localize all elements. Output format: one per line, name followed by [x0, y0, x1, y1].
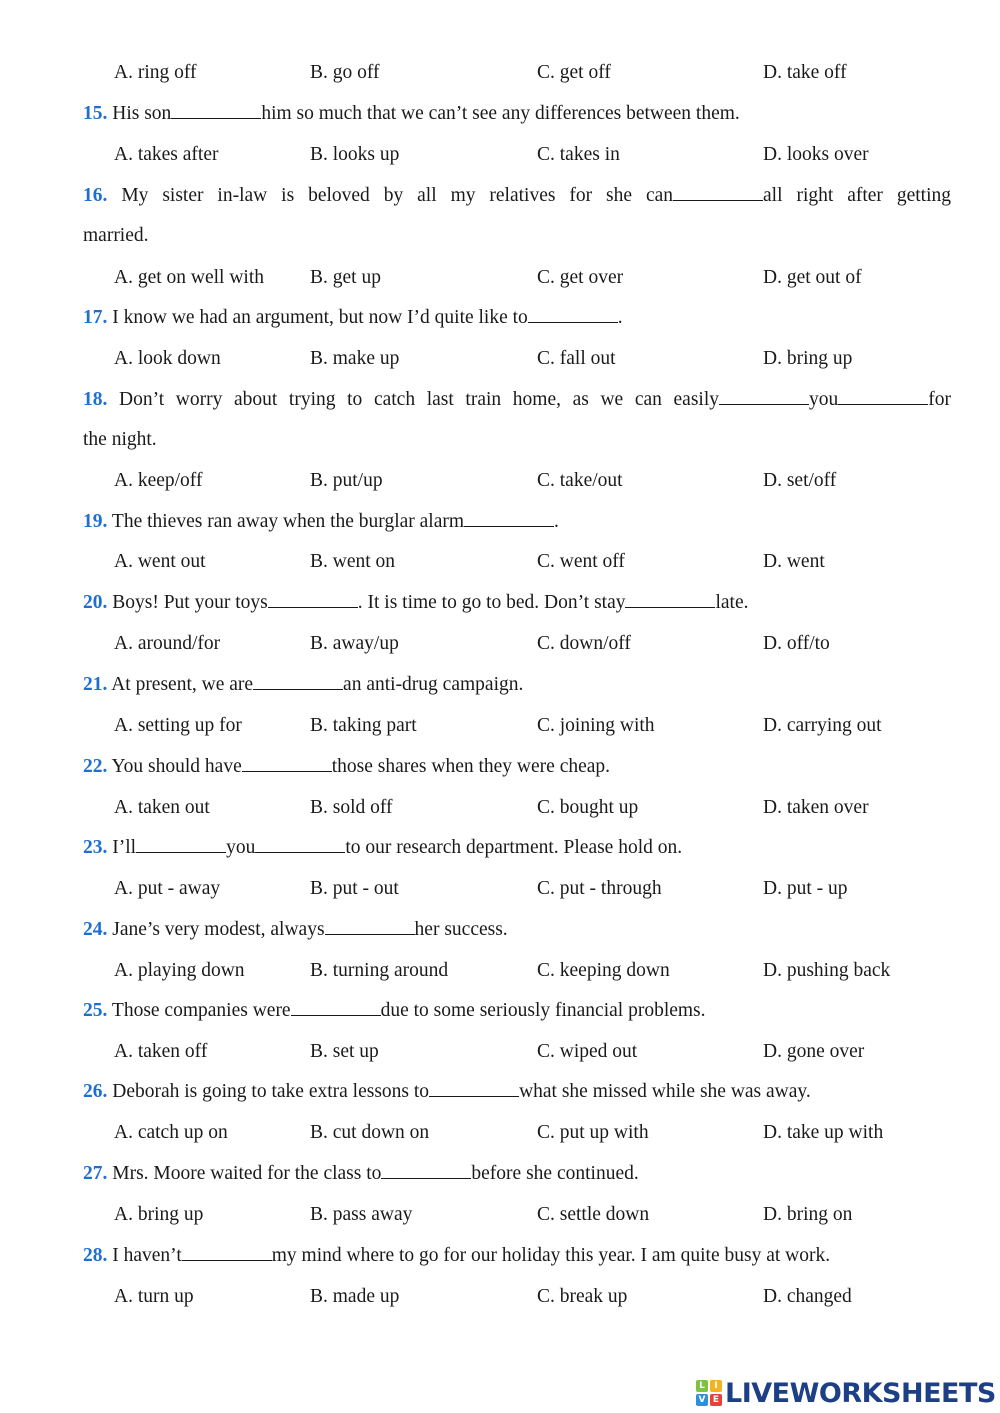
option-a[interactable]: A. catch up on	[114, 1122, 228, 1143]
question-text: At present, we are	[111, 674, 254, 695]
option-d[interactable]: D. bring up	[763, 348, 853, 369]
question-18-continued	[83, 427, 951, 453]
answer-blank[interactable]	[429, 1080, 519, 1097]
question-number: 20.	[83, 592, 108, 613]
option-d[interactable]: D. put - up	[763, 878, 848, 899]
question-16	[83, 183, 951, 209]
option-c[interactable]: C. went off	[537, 551, 625, 572]
option-b[interactable]: B. made up	[310, 1286, 400, 1307]
question-text: an anti-drug campaign.	[343, 674, 524, 695]
question-22	[83, 754, 951, 780]
option-d[interactable]: D. looks over	[763, 144, 869, 165]
answer-blank[interactable]	[673, 184, 763, 201]
answer-blank[interactable]	[325, 918, 415, 935]
options-row-19	[0, 549, 1000, 575]
question-19	[83, 509, 951, 535]
options-row-24	[0, 958, 1000, 984]
question-number: 24.	[83, 919, 108, 940]
question-text: Boys! Put your toys	[112, 592, 268, 613]
question-number: 26.	[83, 1081, 108, 1102]
question-number: 17.	[83, 307, 108, 328]
answer-blank[interactable]	[242, 755, 332, 772]
question-15	[83, 101, 951, 127]
option-d[interactable]: D. set/off	[763, 470, 837, 491]
options-row-20	[0, 631, 1000, 657]
question-text: Those companies were	[111, 1000, 291, 1021]
answer-blank[interactable]	[253, 673, 343, 690]
option-a[interactable]: A. taken out	[114, 797, 210, 818]
answer-blank[interactable]	[255, 836, 345, 853]
option-a[interactable]: A. ring off	[114, 62, 197, 83]
question-number: 25.	[83, 1000, 108, 1021]
logo-tile-l: L	[696, 1380, 708, 1392]
answer-blank[interactable]	[268, 591, 358, 608]
option-b[interactable]: B. pass away	[310, 1204, 413, 1225]
logo-tiles-icon	[696, 1380, 722, 1406]
options-row-26	[0, 1120, 1000, 1146]
option-a[interactable]: A. taken off	[114, 1041, 208, 1062]
question-text: married.	[83, 225, 149, 246]
question-17	[83, 305, 951, 331]
question-25	[83, 998, 951, 1024]
option-b[interactable]: B. sold off	[310, 797, 393, 818]
options-row-15	[0, 142, 1000, 168]
question-text: you	[809, 389, 839, 410]
option-b[interactable]: B. go off	[310, 62, 380, 83]
question-number: 15.	[83, 103, 108, 124]
answer-blank[interactable]	[464, 510, 554, 527]
options-row-25	[0, 1039, 1000, 1065]
option-a[interactable]: A. turn up	[114, 1286, 194, 1307]
question-28	[83, 1243, 951, 1269]
logo-tile-v: V	[696, 1394, 708, 1406]
option-b[interactable]: B. away/up	[310, 633, 399, 654]
answer-blank[interactable]	[719, 388, 809, 405]
answer-blank[interactable]	[182, 1244, 272, 1261]
question-number: 27.	[83, 1163, 108, 1184]
option-d[interactable]: D. take off	[763, 62, 847, 83]
liveworksheets-logo	[696, 1378, 996, 1408]
option-d[interactable]: D. carrying out	[763, 715, 882, 736]
question-number: 23.	[83, 837, 108, 858]
question-21	[83, 672, 951, 698]
option-b[interactable]: B. turning around	[310, 960, 449, 981]
question-text: what she missed while she was away.	[519, 1081, 811, 1102]
option-d[interactable]: D. off/to	[763, 633, 830, 654]
option-c[interactable]: C. down/off	[537, 633, 631, 654]
question-text: the night.	[83, 429, 157, 450]
option-a[interactable]: A. playing down	[114, 960, 245, 981]
question-20	[83, 590, 951, 616]
option-b[interactable]: B. put - out	[310, 878, 399, 899]
option-c[interactable]: C. get off	[537, 62, 611, 83]
option-c[interactable]: C. wiped out	[537, 1041, 638, 1062]
answer-blank[interactable]	[171, 102, 261, 119]
option-b[interactable]: B. put/up	[310, 470, 383, 491]
option-a[interactable]: A. look down	[114, 348, 221, 369]
question-text: all right after getting	[763, 185, 951, 206]
option-d[interactable]: D. went	[763, 551, 825, 572]
option-c[interactable]: C. keeping down	[537, 960, 670, 981]
question-text: due to some seriously financial problems.	[380, 1000, 706, 1021]
question-text: her success.	[414, 919, 508, 940]
option-a[interactable]: A. put - away	[114, 878, 221, 899]
logo-tile-e: E	[710, 1394, 722, 1406]
question-text: for	[928, 389, 952, 410]
question-text: The thieves ran away when the burglar alarm	[111, 511, 465, 532]
option-d[interactable]: D. gone over	[763, 1041, 865, 1062]
option-a[interactable]: A. went out	[114, 551, 206, 572]
question-text: .	[617, 307, 623, 328]
option-d[interactable]: D. pushing back	[763, 960, 891, 981]
answer-blank[interactable]	[625, 591, 715, 608]
logo-tile-i: I	[710, 1380, 722, 1392]
option-a[interactable]: A. bring up	[114, 1204, 204, 1225]
question-text: His son	[112, 103, 172, 124]
question-number: 18.	[83, 389, 108, 410]
option-b[interactable]: B. make up	[310, 348, 400, 369]
answer-blank[interactable]	[381, 1162, 471, 1179]
question-text: you	[226, 837, 256, 858]
question-23	[83, 835, 951, 861]
option-d[interactable]: D. take up with	[763, 1122, 884, 1143]
question-text: him so much that we can’t see any differences between them.	[261, 103, 740, 124]
question-number: 21.	[83, 674, 108, 695]
question-text: those shares when they were cheap.	[331, 756, 611, 777]
option-d[interactable]: D. changed	[763, 1286, 852, 1307]
option-c[interactable]: C. take/out	[537, 470, 623, 491]
options-row-16	[0, 265, 1000, 291]
question-number: 16.	[83, 185, 108, 206]
option-c[interactable]: C. settle down	[537, 1204, 650, 1225]
question-18	[83, 387, 951, 413]
question-number: 19.	[83, 511, 108, 532]
option-d[interactable]: D. get out of	[763, 267, 862, 288]
option-a[interactable]: A. around/for	[114, 633, 221, 654]
option-c[interactable]: C. break up	[537, 1286, 628, 1307]
option-b[interactable]: B. set up	[310, 1041, 379, 1062]
option-c[interactable]: C. bought up	[537, 797, 639, 818]
option-d[interactable]: D. taken over	[763, 797, 869, 818]
option-a[interactable]: A. takes after	[114, 144, 219, 165]
question-text: I’ll	[112, 837, 137, 858]
option-c[interactable]: C. put - through	[537, 878, 662, 899]
option-b[interactable]: B. taking part	[310, 715, 417, 736]
option-b[interactable]: B. looks up	[310, 144, 400, 165]
question-27	[83, 1161, 951, 1187]
options-row-22	[0, 795, 1000, 821]
options-row-21	[0, 713, 1000, 739]
question-text: .	[554, 511, 559, 532]
option-c[interactable]: C. put up with	[537, 1122, 649, 1143]
option-c[interactable]: C. joining with	[537, 715, 655, 736]
question-text: I haven’t	[112, 1245, 182, 1266]
option-b[interactable]: B. get up	[310, 267, 381, 288]
question-16-continued	[83, 223, 951, 249]
question-text: Jane’s very modest, always	[112, 919, 325, 940]
question-text: before she continued.	[471, 1163, 639, 1184]
question-text: to our research department. Please hold on.	[345, 837, 683, 858]
question-text: late.	[715, 592, 749, 613]
question-text: My sister in-law is beloved by all my relatives for she can	[121, 185, 674, 206]
option-c[interactable]: C. fall out	[537, 348, 616, 369]
question-24	[83, 917, 951, 943]
question-text: Mrs. Moore waited for the class to	[112, 1163, 382, 1184]
question-text: Deborah is going to take extra lessons to	[112, 1081, 430, 1102]
options-row-28	[0, 1284, 1000, 1310]
options-row-23	[0, 876, 1000, 902]
question-text: I know we had an argument, but now I’d quite like to	[112, 307, 528, 328]
answer-blank[interactable]	[136, 836, 226, 853]
option-c[interactable]: C. get over	[537, 267, 624, 288]
options-row-14	[0, 60, 1000, 86]
option-d[interactable]: D. bring on	[763, 1204, 853, 1225]
logo-text: LIVEWORKSHEETS	[725, 1377, 996, 1409]
options-row-27	[0, 1202, 1000, 1228]
answer-blank[interactable]	[291, 999, 381, 1016]
question-text: . It is time to go to bed. Don’t stay	[357, 592, 626, 613]
question-number: 22.	[83, 756, 108, 777]
options-row-18	[0, 468, 1000, 494]
options-row-17	[0, 346, 1000, 372]
option-b[interactable]: B. cut down on	[310, 1122, 430, 1143]
question-text: my mind where to go for our holiday this year. I am quite busy at work.	[271, 1245, 831, 1266]
option-a[interactable]: A. setting up for	[114, 715, 242, 736]
answer-blank[interactable]	[838, 388, 928, 405]
option-c[interactable]: C. takes in	[537, 144, 620, 165]
question-text: You should have	[111, 756, 242, 777]
option-a[interactable]: A. keep/off	[114, 470, 203, 491]
answer-blank[interactable]	[528, 306, 618, 323]
question-text: Don’t worry about trying to catch last train home, as we can easily	[119, 389, 720, 410]
option-b[interactable]: B. went on	[310, 551, 396, 572]
question-number: 28.	[83, 1245, 108, 1266]
question-26	[83, 1079, 951, 1105]
option-a[interactable]: A. get on well with	[114, 267, 265, 288]
